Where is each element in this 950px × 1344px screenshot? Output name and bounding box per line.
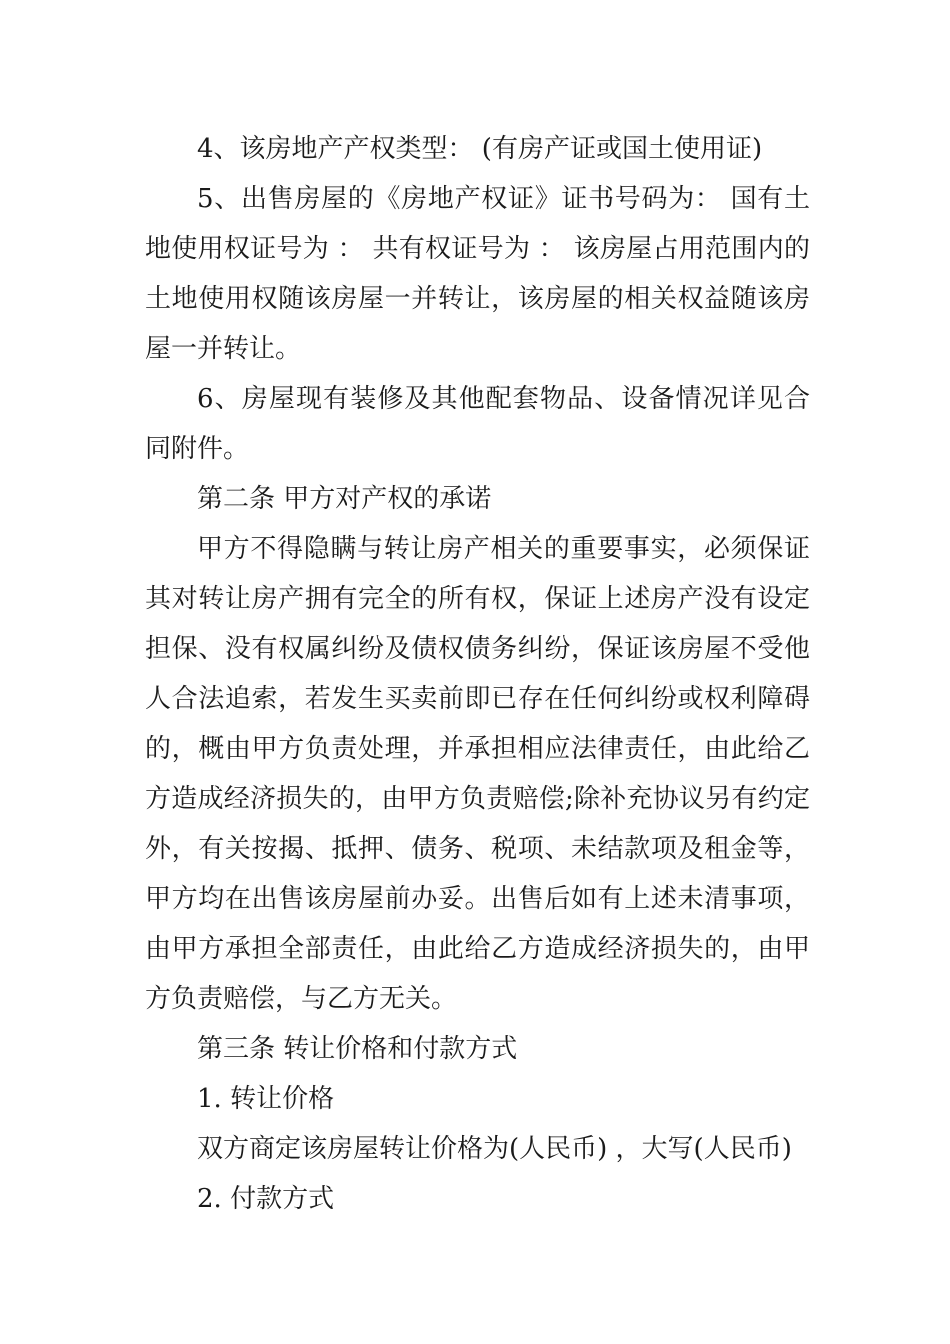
subheading-payment-method: 2. 付款方式: [197, 1184, 335, 1214]
paragraph-decoration-attachment: 6、房屋现有装修及其他配套物品、设备情况详见合同附件。: [145, 384, 810, 464]
subheading-transfer-price: 1. 转让价格: [197, 1084, 335, 1114]
paragraph-certificate-number: 5、出售房屋的《房地产权证》证书号码为： 国有土地使用权证号为 ： 共有权证号为 ： 该房屋占用范围内的土地使用权随该房屋一并转让，该房屋的相关权益随该房屋一并转让。: [145, 184, 810, 364]
paragraph-property-type: 4、该房地产产权类型： (有房产证或国土使用证): [197, 134, 763, 164]
article-2-heading: 第二条 甲方对产权的承诺: [197, 484, 492, 514]
paragraph-seller-commitment: 甲方不得隐瞒与转让房产相关的重要事实，必须保证其对转让房产拥有完全的所有权，保证上述房产没有设定担保、没有权属纠纷及债权债务纠纷，保证该房屋不受他人合法追索，若发生买卖前即已存在任何纠纷或权利障碍的，概由甲方负责处理，并承担相应法律责任，由此给乙方造成经济损失的，由甲方负责赔偿;除补充协议另有约定外，有关按揭、抵押、债务、税项、未结款项及租金等，甲方均在出售该房屋前办妥。出售后如有上述未清事项，由甲方承担全部责任，由此给乙方造成经济损失的，由甲方负责赔偿，与乙方无关。: [145, 534, 810, 1014]
document-body: [145, 124, 810, 1224]
paragraph-price-agreement: 双方商定该房屋转让价格为(人民币) ，大写(人民币): [197, 1134, 792, 1164]
article-3-heading: 第三条 转让价格和付款方式: [197, 1034, 518, 1064]
